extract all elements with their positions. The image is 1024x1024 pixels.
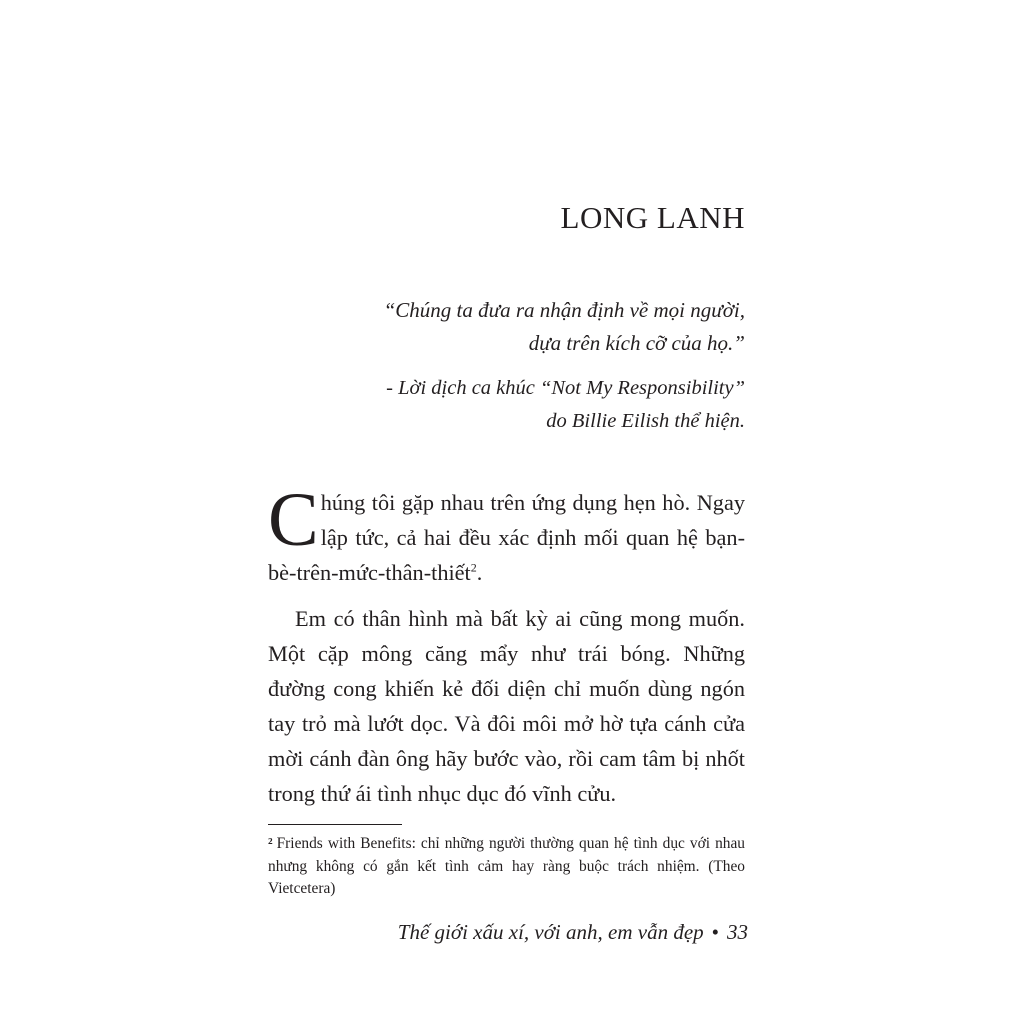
paragraph [268, 478, 745, 590]
epigraph-source [268, 372, 745, 438]
footer-book-title: Thế giới xấu xí, với anh, em vẫn đẹp [397, 920, 704, 944]
footnote-reference: 2 [470, 560, 477, 575]
footer-separator: • [711, 920, 719, 944]
footnote-text: Friends with Benefits: chỉ những người thường quan hệ tình dục với nhau nhưng không có gắn kết tình cảm hay ràng buộc trách nhiệm. (Theo Vietcetera) [268, 835, 745, 897]
footnote-mark: ² [268, 835, 273, 852]
epigraph-source-line: do Billie Eilish thể hiện. [546, 410, 745, 432]
footnote-divider [268, 824, 402, 825]
epigraph [268, 294, 745, 438]
paragraph: Em có thân hình mà bất kỳ ai cũng mong muốn. Một cặp mông căng mẩy như trái bóng. Những đường cong khiến kẻ đối diện chỉ muốn dùng ngón tay trỏ mà lướt dọc. Và đôi môi mở hờ tựa cánh cửa mời cánh đàn ông hãy bước vào, rồi cam tâm bị nhốt trong thứ ái tình nhục dục đó vĩnh cửu. [268, 606, 745, 806]
drop-cap: C [268, 478, 319, 562]
epigraph-quote-line: “Chúng ta đưa ra nhận định về mọi người, [383, 298, 745, 322]
chapter-title: LONG LANH [560, 200, 745, 235]
epigraph-source-line: - Lời dịch ca khúc “Not My Responsibility” [386, 377, 745, 399]
epigraph-quote-line: dựa trên kích cỡ của họ.” [528, 331, 745, 355]
body-text [268, 478, 745, 811]
running-footer [268, 920, 748, 945]
paragraph-end: . [476, 560, 483, 585]
paragraph-text: húng tôi gặp nhau trên ứng dụng hẹn hò. Ngay lập tức, cả hai đều xác định mối quan hệ bạn-bè-trên-mức-thân-thiết [268, 490, 745, 585]
footnote [268, 833, 745, 901]
page-number: 33 [727, 920, 748, 944]
